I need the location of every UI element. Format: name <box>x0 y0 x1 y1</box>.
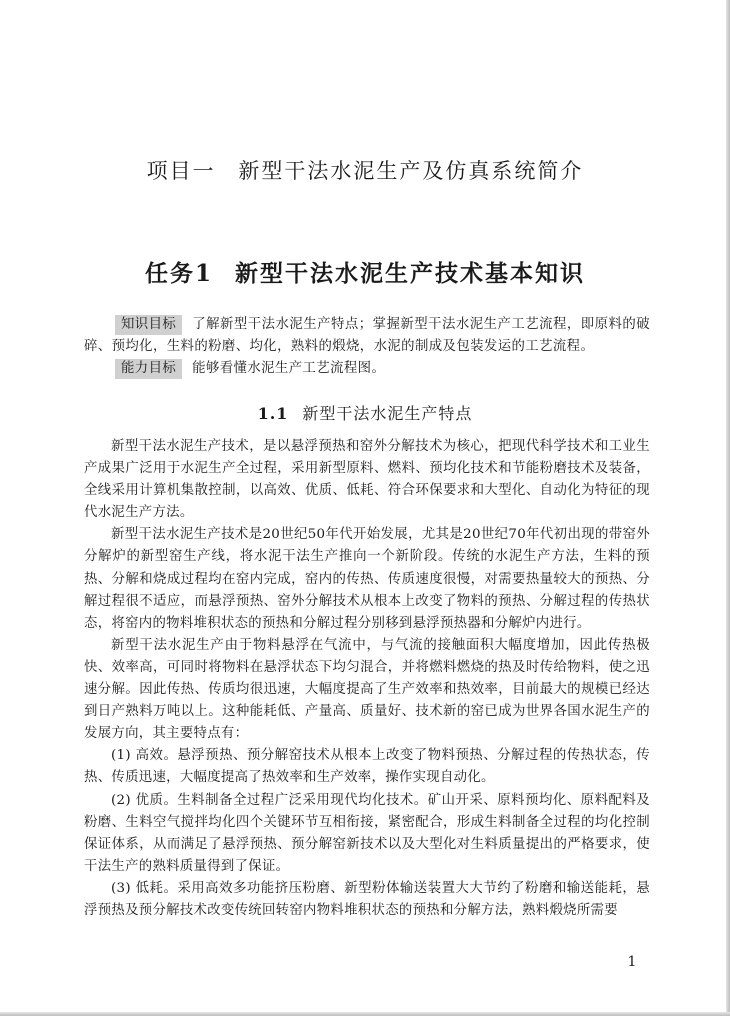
section-number: 1.1 <box>257 404 289 423</box>
task-number: 任务1 <box>144 260 213 287</box>
task-title <box>0 255 730 288</box>
page-edge-right <box>726 0 730 1016</box>
paragraph-low-consumption: (3) 低耗。采用高效多功能挤压粉磨、新型粉体输送装置大大节约了粉磨和输送能耗，悬浮预热及预分解技术改变传统回转窑内物料堆积状态的预热和分解方法，熟料煅烧所需要 <box>84 880 650 918</box>
paragraph-history: 新型干法水泥生产技术是20世纪50年代开始发展，尤其是20世纪70年代初出现的带窑外分解炉的新型窑生产线，将水泥干法生产推向一个新阶段。传统的水泥生产方法，生料的预热、分解和烧成过程均在窑内完成，窑内的传热、传质速度很慢，对需要热量较大的预热、分解过程很不适应，而悬浮预热、窑外分解技术从根本上改变了物料的预热、分解过程的传热状态，将窑内的物料堆积状态的预热和分解过程分别移到悬浮预热器和分解炉内进行。 <box>84 527 650 631</box>
page-number: 1 <box>627 954 637 970</box>
paragraph-high-efficiency: (1) 高效。悬浮预热、预分解窑技术从根本上改变了物料预热、分解过程的传热状态，传热、传质迅速，大幅度提高了热效率和生产效率，操作实现自动化。 <box>84 748 650 786</box>
ability-goal <box>84 358 650 380</box>
knowledge-goal-text: 了解新型干法水泥生产特点；掌握新型干法水泥生产工艺流程，即原料的破碎、预均化，生料的粉磨、均化，熟料的煅烧，水泥的制成及包装发运的工艺流程。 <box>84 317 650 354</box>
paragraph-high-quality: (2) 优质。生料制备全过程广泛采用现代均化技术。矿山开采、原料预均化、原料配料及粉磨、生料空气搅拌均化四个关键环节互相衔接，紧密配合，形成生料制备全过程的均化控制保证体系，从而满足了悬浮预热、预分解窑新技术以及大型化对生料质量提出的严格要求，使干法生产的熟料质量得到了保证。 <box>84 792 650 874</box>
section-title: 新型干法水泥生产特点 <box>302 404 473 423</box>
knowledge-goal <box>84 314 650 358</box>
ability-goal-text: 能够看懂水泥生产工艺流程图。 <box>192 361 386 376</box>
section-heading <box>0 401 730 424</box>
knowledge-goal-tag: 知识目标 <box>115 315 182 335</box>
project-title: 项目一 新型干法水泥生产及仿真系统简介 <box>146 159 584 183</box>
page-edge-bottom <box>0 1012 730 1016</box>
ability-goal-tag: 能力目标 <box>115 359 182 379</box>
learning-goals <box>84 314 650 380</box>
body-text <box>84 436 650 922</box>
paragraph-intro: 新型干法水泥生产技术，是以悬浮预热和窑外分解技术为核心，把现代科学技术和工业生产成果广泛用于水泥生产全过程，采用新型原料、燃料、预均化技术和节能粉磨技术及装备，全线采用计算机集散控制，以高效、优质、低耗、符合环保要求和大型化、自动化为特征的现代水泥生产方法。 <box>84 439 650 521</box>
task-title-text: 新型干法水泥生产技术基本知识 <box>235 260 585 287</box>
paragraph-advantages: 新型干法水泥生产由于物料悬浮在气流中，与气流的接触面积大幅度增加，因此传热极快、效率高，可同时将物料在悬浮状态下均匀混合，并将燃料燃烧的热及时传给物料，使之迅速分解。因此传热、传质均很迅速，大幅度提高了生产效率和热效率，目前最大的规模已经达到日产熟料万吨以上。这种能耗低、产量高、质量好、技术新的窑已成为世界各国水泥生产的发展方向，其主要特点有： <box>84 637 650 742</box>
